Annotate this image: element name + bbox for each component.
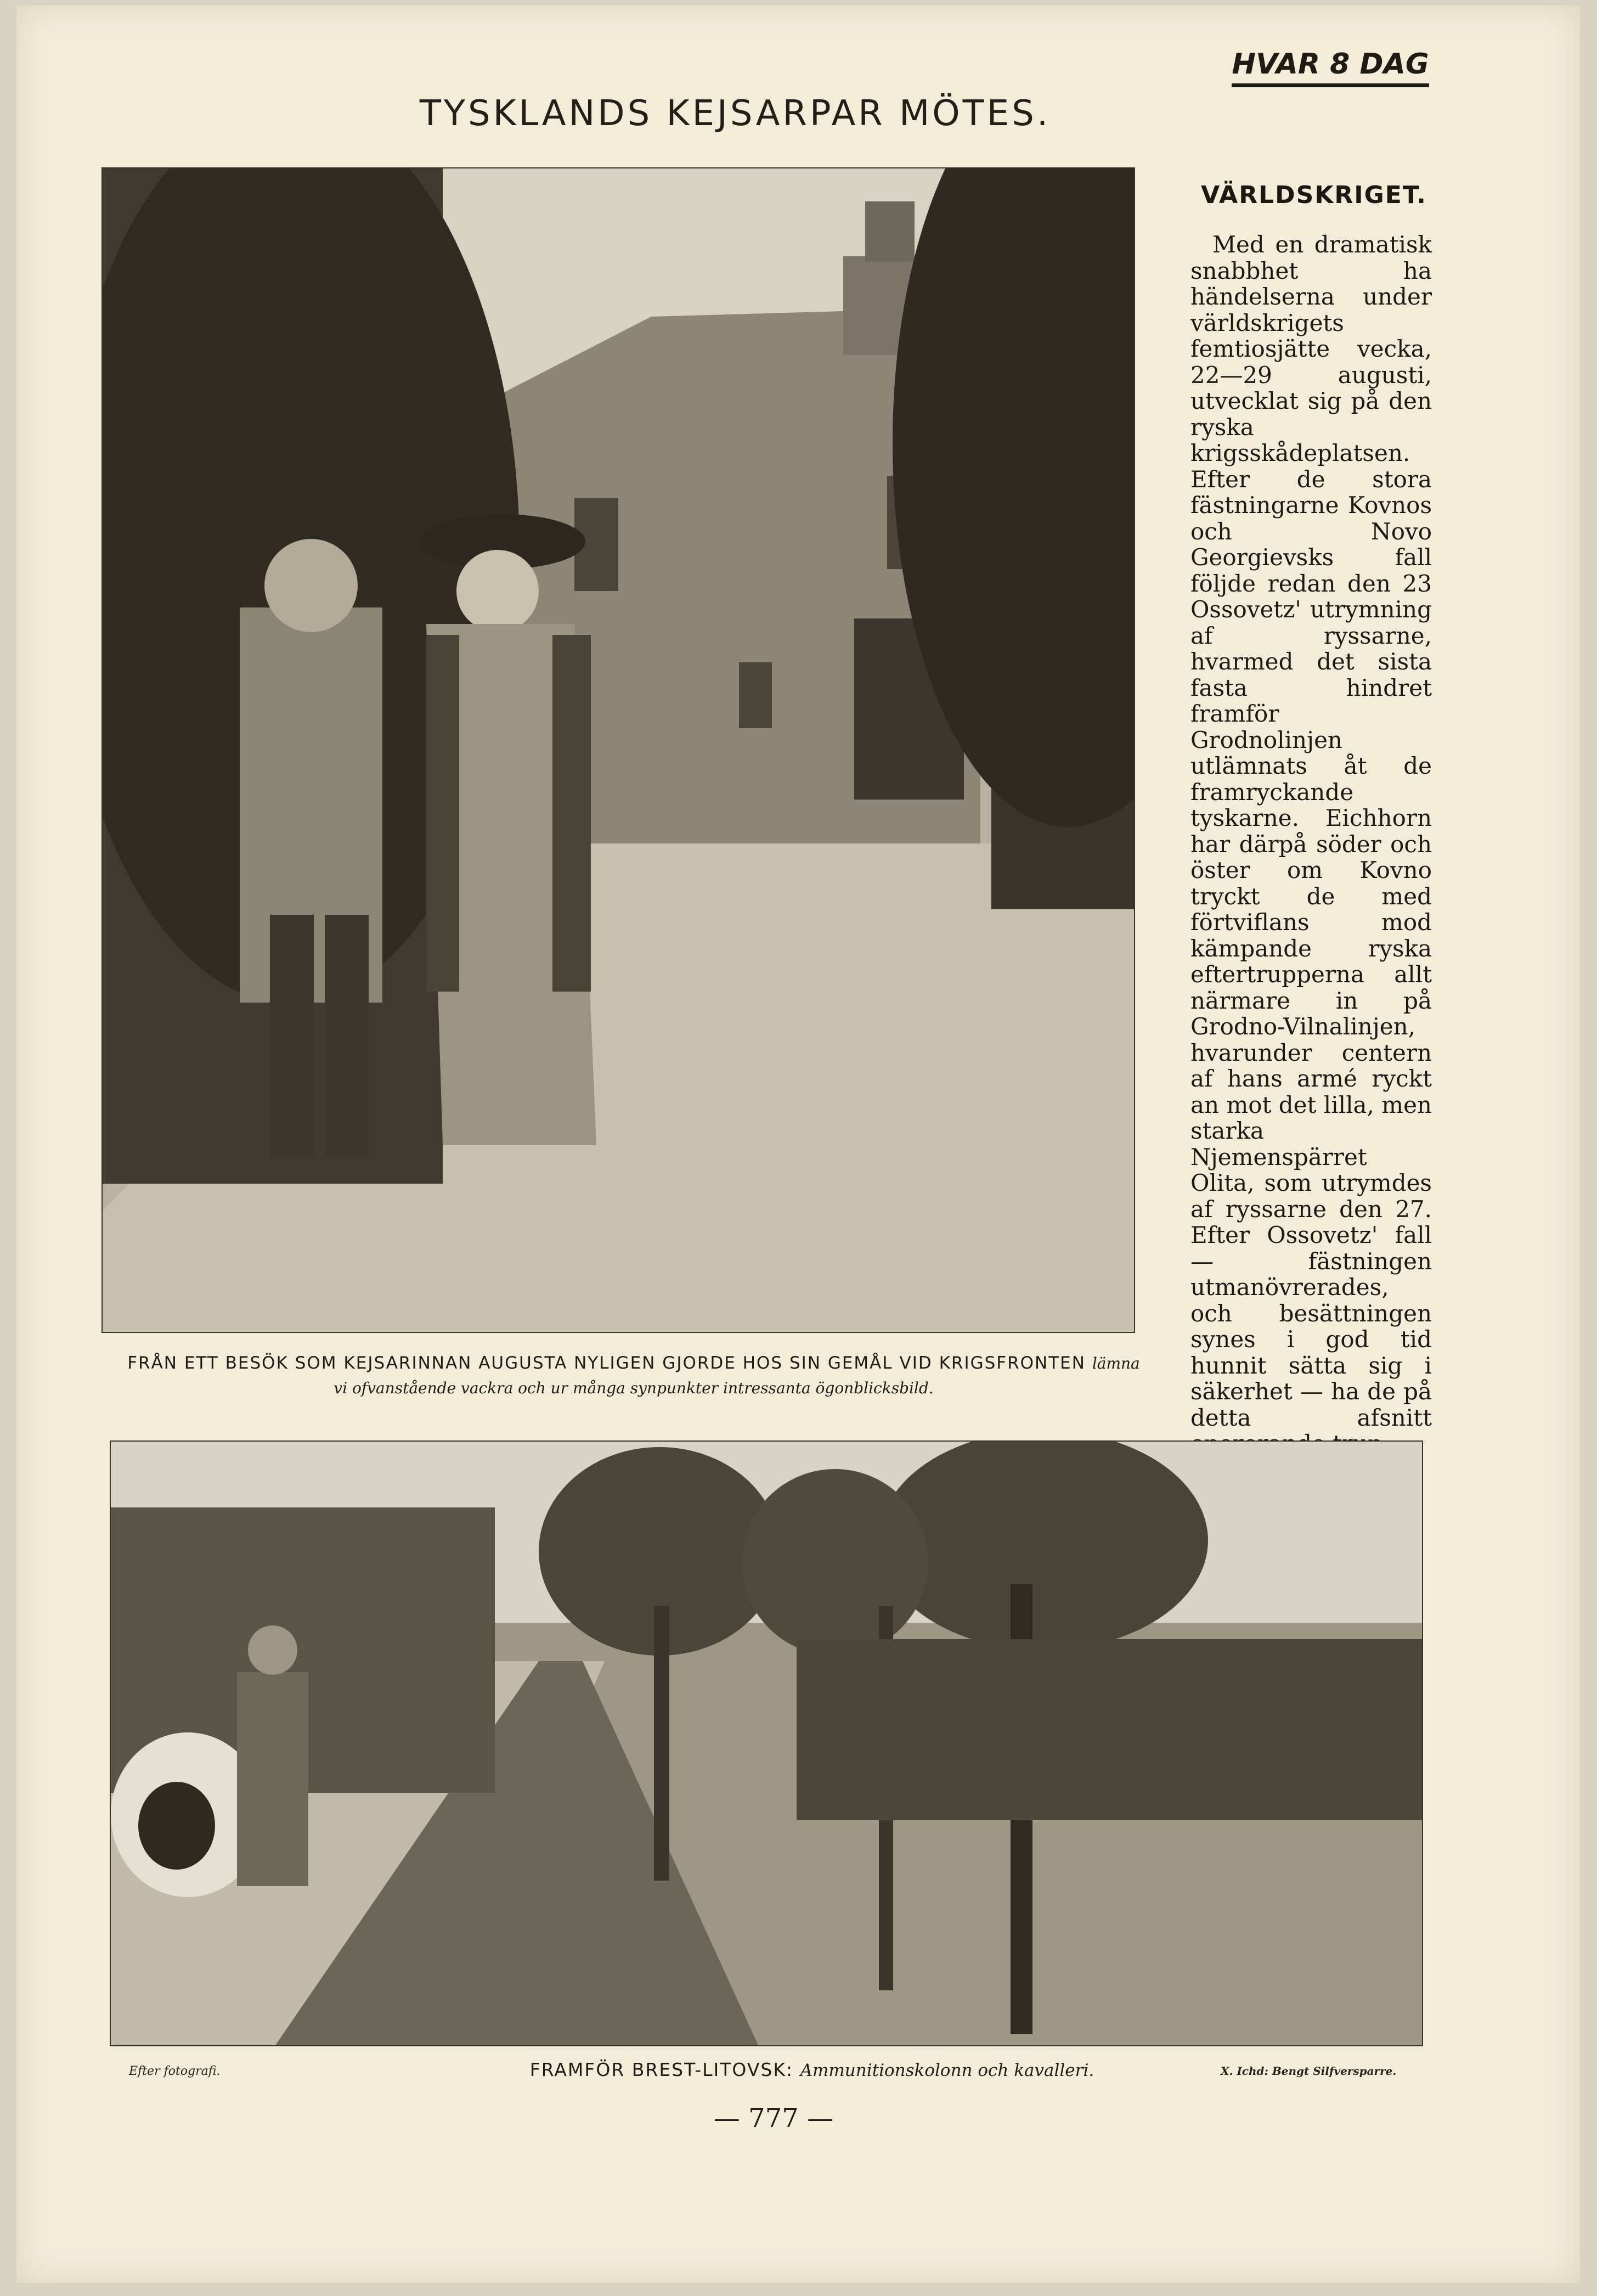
article-heading: VÄRLDSKRIGET.	[1201, 181, 1427, 209]
masthead: HVAR 8 DAG	[1232, 45, 1429, 87]
page	[16, 5, 1580, 2283]
article-paragraph: Med en dramatisk snabbhet ha händelserna under världskrigets femtiosjätte vecka, 22—29 augusti, utvecklat sig på den ryska krigsskådeplatsen. Efter de stora fästningarne Kovnos och Novo Georgievsks fall följde redan den 23 Ossovetz' utrymning af ryssarne, hvarmed det sista fasta hindret framför Grodnolinjen utlämnats åt de framryckande tyskarne. Eichhorn har därpå söder och öster om Kovno tryckt de med förtviflans mod kämpande ryska eftertrupperna allt närmare in på Grodno-Vilnalinjen, hvarunder centern af hans armé ryckt an mot det lilla, men starka Njemenspärret Olita, som utrymdes af ryssarne den 27. Efter Ossovetz' fall — fästningen utmanövrerades, och besättningen synes i god tid hunnit sätta sig i säkerhet — ha de på detta afsnitt	[1190, 231, 1432, 1431]
page-title: TYSKLANDS KEJSARPAR MÖTES.	[419, 93, 1051, 134]
caption-top-lead: FRÅN ETT BESÖK SOM KEJSARINNAN AUGUSTA NYLIGEN GJORDE HOS SIN GEMÅL VID KRIGSFRONTEN	[127, 1353, 1086, 1373]
article-body	[1190, 232, 1432, 1457]
photo-brest-litovsk	[110, 1440, 1423, 2046]
caption-bottom-lead: FRAMFÖR BREST-LITOVSK:	[529, 2059, 794, 2080]
caption-bottom-photo	[455, 2059, 1169, 2080]
photo-credit-right: X. Ichd: Bengt Silfversparre.	[1221, 2064, 1397, 2078]
photo-imperial-couple-image	[103, 168, 1134, 1332]
caption-top-photo	[126, 1351, 1141, 1400]
photo-imperial-couple	[101, 167, 1135, 1333]
caption-top-italic: lämna vi ofvanstående vackra och ur många synpunkter intressanta ögonblicksbild.	[334, 1354, 1140, 1397]
caption-bottom-italic: Ammunitionskolonn och kavalleri.	[800, 2061, 1094, 2080]
photo-credit-left: Efter fotografi.	[129, 2064, 221, 2078]
photo-brest-litovsk-image	[111, 1442, 1422, 2045]
page-number: — 777 —	[713, 2103, 834, 2134]
